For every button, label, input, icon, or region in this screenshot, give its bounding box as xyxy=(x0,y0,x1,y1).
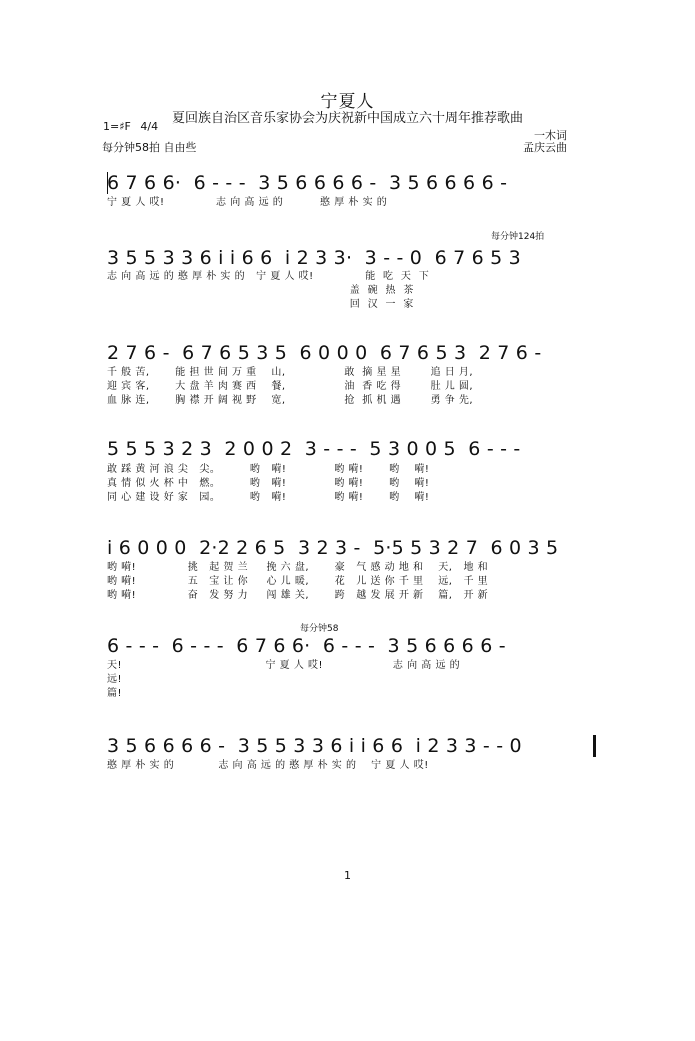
lyrics-row-4-v2: 真 情 似 火 杯 中 燃。 哟 嗬! 哟 嗬! 哟 嗬! xyxy=(107,478,430,489)
lyrics-row-5-v2: 哟 嗬! 五 宝 让 你 心 儿 暖, 花 儿 送 你 千 里 远, 千 里 xyxy=(107,576,489,587)
notation-row-2: 3 5 5 3 3 6 i i 6 6 i 2 3 3· 3 - - 0 6 7 6 5 3 xyxy=(107,247,521,269)
lyrics-row-5-v1: 哟 嗬! 挑 起 贺 兰 挽 六 盘, 豪 气 感 动 地 和 天, 地 和 xyxy=(107,562,489,573)
lyrics-row-7: 憨 厚 朴 实 的 志 向 高 远 的 憨 厚 朴 实 的 宁 夏 人 哎! xyxy=(107,760,429,771)
page-number: 1 xyxy=(344,869,351,882)
lyrics-row-2-v2: 盖 碗 热 茶 xyxy=(107,285,414,296)
lyricist: 一木词 xyxy=(534,129,567,142)
composer: 孟庆云曲 xyxy=(523,141,567,154)
lyrics-row-4-v1: 敢 踩 黄 河 浪 尖 尖。 哟 嗬! 哟 嗬! 哟 嗬! xyxy=(107,464,430,475)
time-signature: 4/4 xyxy=(140,120,159,133)
key-text: 1=♯F xyxy=(103,120,131,133)
notation-row-4: 5 5 5 3 2 3 2 0 0 2 3 - - - 5 3 0 0 5 6 - - - xyxy=(107,438,521,460)
lyrics-row-6-v2: 远! xyxy=(107,674,123,685)
tempo-initial: 每分钟58拍 自由些 xyxy=(102,141,197,154)
key-signature xyxy=(103,120,158,133)
lyrics-row-2-v3: 回 汉 一 家 xyxy=(107,299,414,310)
lyrics-row-4-v3: 同 心 建 设 好 家 园。 哟 嗬! 哟 嗬! 哟 嗬! xyxy=(107,492,430,503)
notation-row-3: 2 7 6 - 6 7 6 5 3 5 6 0 0 0 6 7 6 5 3 2 7 6 - xyxy=(107,342,542,364)
notation-row-5: i 6 0 0 0 2·2 2 6 5 3 2 3 - 5·5 5 3 2 7 6 0 3 5 xyxy=(107,537,559,559)
lyrics-row-2-v1: 志 向 高 远 的 憨 厚 朴 实 的 宁 夏 人 哎! 能 吃 天 下 xyxy=(107,271,430,282)
tempo-mark-58: 每分钟58 xyxy=(300,624,339,634)
lyrics-row-3-v3: 血 脉 连, 胸 襟 开 阔 视 野 宽, 抢 抓 机 遇 勇 争 先, xyxy=(107,395,474,406)
notation-row-1: 6 7 6 6· 6 - - - 3 5 6 6 6 6 - 3 5 6 6 6 6 - xyxy=(107,172,508,194)
tempo-mark-124: 每分钟124拍 xyxy=(491,232,545,242)
lyrics-row-5-v3: 哟 嗬! 奋 发 努 力 闯 雄 关, 跨 越 发 展 开 新 篇, 开 新 xyxy=(107,590,489,601)
song-subtitle: 夏回族自治区音乐家协会为庆祝新中国成立六十周年推荐歌曲 xyxy=(171,111,523,126)
lyrics-row-3-v1: 千 般 苦, 能 担 世 间 万 重 山, 敢 摘 星 星 追 日 月, xyxy=(107,367,474,378)
lyrics-row-6-v3: 篇! xyxy=(107,688,123,699)
lyrics-row-6-v1: 天! 宁 夏 人 哎! 志 向 高 远 的 xyxy=(107,660,461,671)
song-title: 宁夏人 xyxy=(320,92,375,112)
notation-row-7: 3 5 6 6 6 6 - 3 5 5 3 3 6 i i 6 6 i 2 3 3 - - 0 xyxy=(107,735,522,757)
final-barline xyxy=(593,735,596,757)
notation-row-6: 6 - - - 6 - - - 6 7 6 6· 6 - - - 3 5 6 6 6 6 - xyxy=(107,635,506,657)
lyrics-row-3-v2: 迎 宾 客, 大 盘 羊 肉 赛 西 餐, 油 香 吃 得 肚 儿 圆, xyxy=(107,381,474,392)
lyrics-row-1: 宁 夏 人 哎! 志 向 高 远 的 憨 厚 朴 实 的 xyxy=(107,197,388,208)
